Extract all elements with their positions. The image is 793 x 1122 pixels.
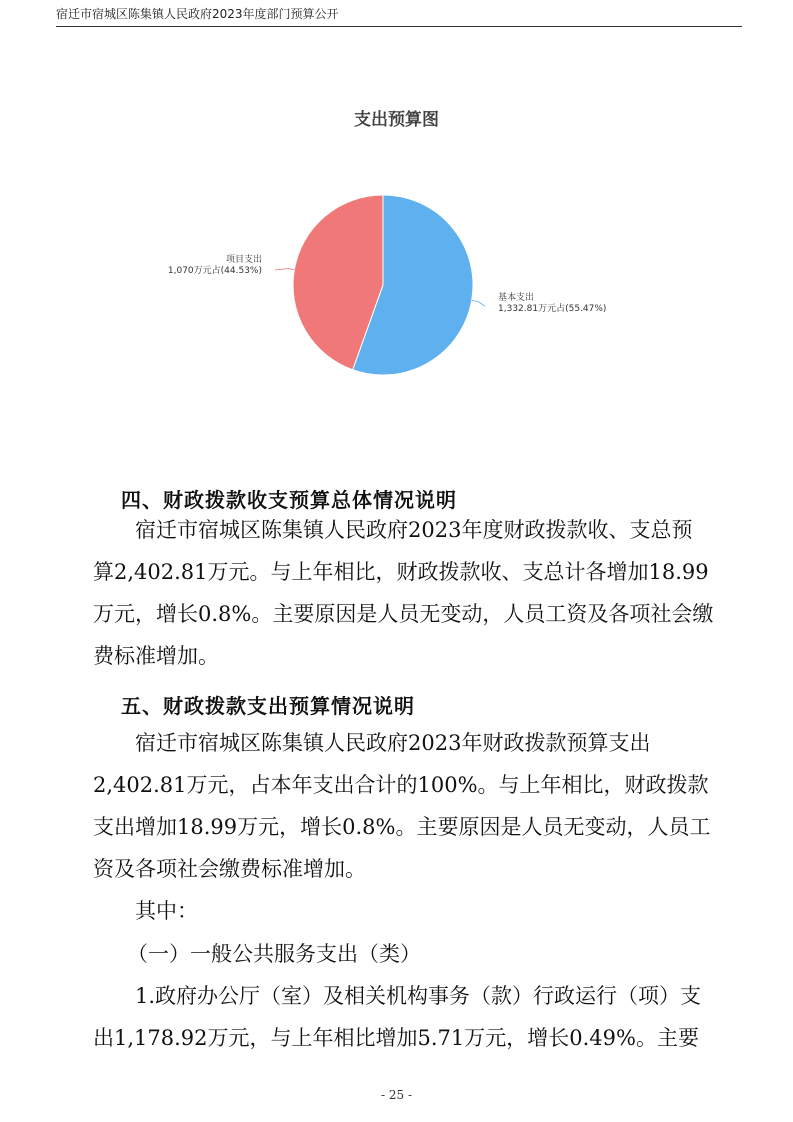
section-5-heading: 五、财政拨款支出预算情况说明 — [121, 694, 415, 718]
pie-leader-line — [275, 269, 294, 270]
pie-slice-label: 项目支出 — [225, 255, 262, 265]
chart-title: 支出预算图 — [354, 110, 439, 130]
section-4-paragraph — [93, 509, 715, 677]
pie-leader-line — [472, 300, 485, 306]
paragraph-line: 万元，增长0.8%。主要原因是人员无变动，人员工资及各项社会缴 — [93, 602, 714, 626]
paragraph-line: 出1,178.92万元，与上年相比增加5.71万元，增长0.49%。主要 — [93, 1026, 699, 1050]
page-number: - 25 - — [380, 1088, 412, 1102]
paragraph-line: 1.政府办公厅（室）及相关机构事务（款）行政运行（项）支 — [135, 984, 702, 1008]
page-header: 宿迁市宿城区陈集镇人民政府2023年度部门预算公开 — [56, 7, 339, 21]
pie-slices — [293, 195, 473, 375]
paragraph-line: 2,402.81万元，占本年支出合计的100%。与上年相比，财政拨款 — [93, 773, 709, 797]
paragraph-line: 宿迁市宿城区陈集镇人民政府2023年度财政拨款收、支总预 — [135, 518, 693, 542]
pie-slice-value-label: 1,070万元占(44.53%) — [167, 266, 262, 276]
paragraph-line: 宿迁市宿城区陈集镇人民政府2023年财政拨款预算支出 — [135, 731, 651, 755]
section-4-heading: 四、财政拨款收支预算总体情况说明 — [121, 488, 457, 512]
paragraph-line: 支出增加18.99万元，增长0.8%。主要原因是人员无变动，人员工 — [93, 815, 711, 839]
pie-slice-label: 基本支出 — [498, 293, 535, 303]
paragraph-line: 资及各项社会缴费标准增加。 — [93, 857, 366, 881]
paragraph-line: 算2,402.81万元。与上年相比，财政拨款收、支总计各增加18.99 — [93, 560, 709, 584]
item-1-paragraph — [93, 975, 715, 1059]
paragraph-line: 费标准增加。 — [93, 644, 219, 668]
among-label: 其中： — [135, 899, 198, 923]
category-heading: （一）一般公共服务支出（类） — [127, 942, 421, 966]
pie-slice-value-label: 1,332.81万元占(55.47%) — [498, 304, 607, 314]
section-5-paragraph — [93, 722, 715, 890]
expenditure-pie-chart — [0, 0, 793, 430]
